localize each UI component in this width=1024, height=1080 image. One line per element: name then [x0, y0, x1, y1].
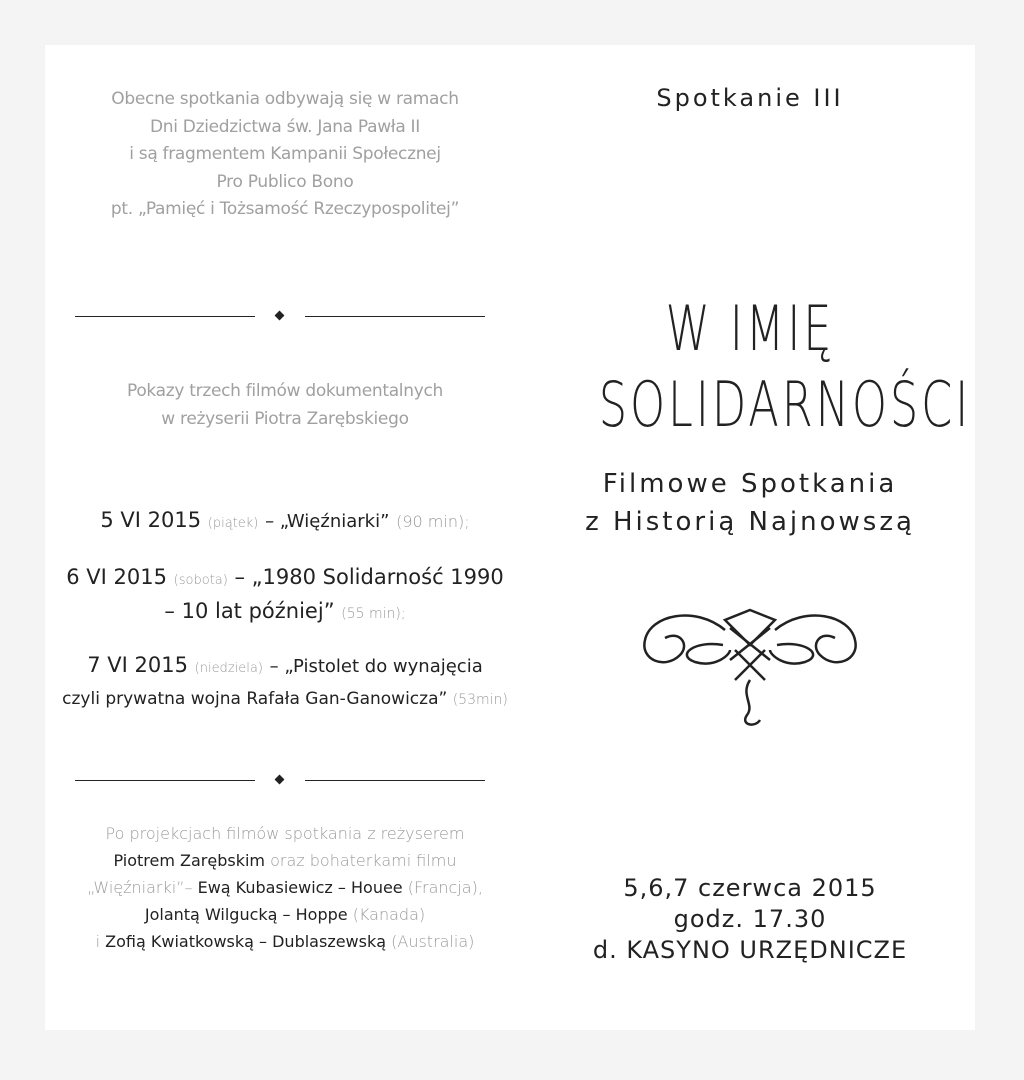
intro-line: i są fragmentem Kampanii Społecznej: [129, 144, 441, 164]
films-intro-line: w reżyserii Piotra Zarębskiego: [161, 408, 409, 429]
film-day: (piątek): [207, 516, 259, 531]
intro-line: Obecne spotkania odbywają się w ramach: [111, 89, 459, 109]
meeting-text-part: i: [95, 932, 101, 951]
film-duration: (90 min);: [396, 512, 470, 531]
right-column: [540, 0, 972, 1080]
guest-country: (Francja),: [407, 878, 483, 897]
film-title-cont: czyli prywatna wojna Rafała Gan-Ganowicza”: [62, 689, 448, 709]
series-label: Spotkanie III: [656, 84, 844, 112]
guest-country: (Australia): [391, 932, 475, 951]
films-intro: [60, 378, 510, 433]
guest-name: Jolantą Wilgucką – Hoppe: [144, 905, 348, 924]
guest-country: (Kanada): [352, 905, 426, 924]
film-date: 7 VI 2015: [87, 653, 188, 677]
intro-text: [60, 86, 510, 224]
meeting-line: Po projekcjach filmów spotkania z reżyserem: [105, 824, 465, 843]
film-title: – „1980 Solidarność 1990: [234, 565, 504, 589]
meeting-text-part: oraz bohaterkami filmu: [270, 851, 457, 870]
divider: [75, 775, 485, 787]
event-time: godz. 17.30: [673, 905, 827, 933]
divider: [75, 311, 485, 323]
event-dates: 5,6,7 czerwca 2015: [623, 874, 877, 902]
subtitle-line: Filmowe Spotkania: [602, 469, 898, 499]
film-3: [60, 650, 510, 715]
film-date: 5 VI 2015: [100, 508, 202, 532]
ornament-icon: [635, 600, 865, 730]
film-duration: (55 min);: [341, 606, 406, 622]
intro-line: Pro Publico Bono: [216, 171, 354, 192]
event-venue: d. KASYNO URZĘDNICZE: [592, 936, 908, 964]
film-date: 6 VI 2015: [66, 565, 167, 589]
main-title-line-1: W IMIĘ: [665, 292, 835, 365]
guest-name: Zofią Kwiatkowską – Dublaszewską: [105, 932, 387, 951]
film-title-cont: – 10 lat później”: [164, 599, 335, 623]
film-name: „Więźniarki”–: [87, 878, 193, 897]
film-title: – „Pistolet do wynajęcia: [269, 656, 483, 677]
director-name: Piotrem Zarębskim: [113, 851, 266, 870]
diamond-icon: [275, 775, 285, 785]
intro-line: Dni Dziedzictwa św. Jana Pawła II: [150, 116, 420, 137]
film-title: – „Więźniarki”: [265, 511, 390, 532]
film-duration: (53min): [452, 692, 508, 708]
subtitle-line: z Historią Najnowszą: [585, 507, 915, 537]
diamond-icon: [275, 311, 285, 321]
intro-line: pt. „Pamięć i Tożsamość Rzeczypospolitej”: [110, 199, 460, 219]
film-2: [60, 562, 510, 629]
film-day: (niedziela): [194, 661, 263, 676]
guest-name: Ewą Kubasiewicz – Houee: [197, 878, 403, 897]
event-info: [540, 873, 960, 966]
meeting-text: [60, 820, 510, 955]
film-1: [60, 505, 510, 539]
main-title-line-2: SOLIDARNOŚCI: [598, 368, 972, 441]
left-column: [60, 0, 510, 1080]
film-day: (sobota): [173, 573, 228, 588]
films-intro-line: Pokazy trzech filmów dokumentalnych: [126, 381, 443, 401]
subtitle: [540, 465, 960, 541]
